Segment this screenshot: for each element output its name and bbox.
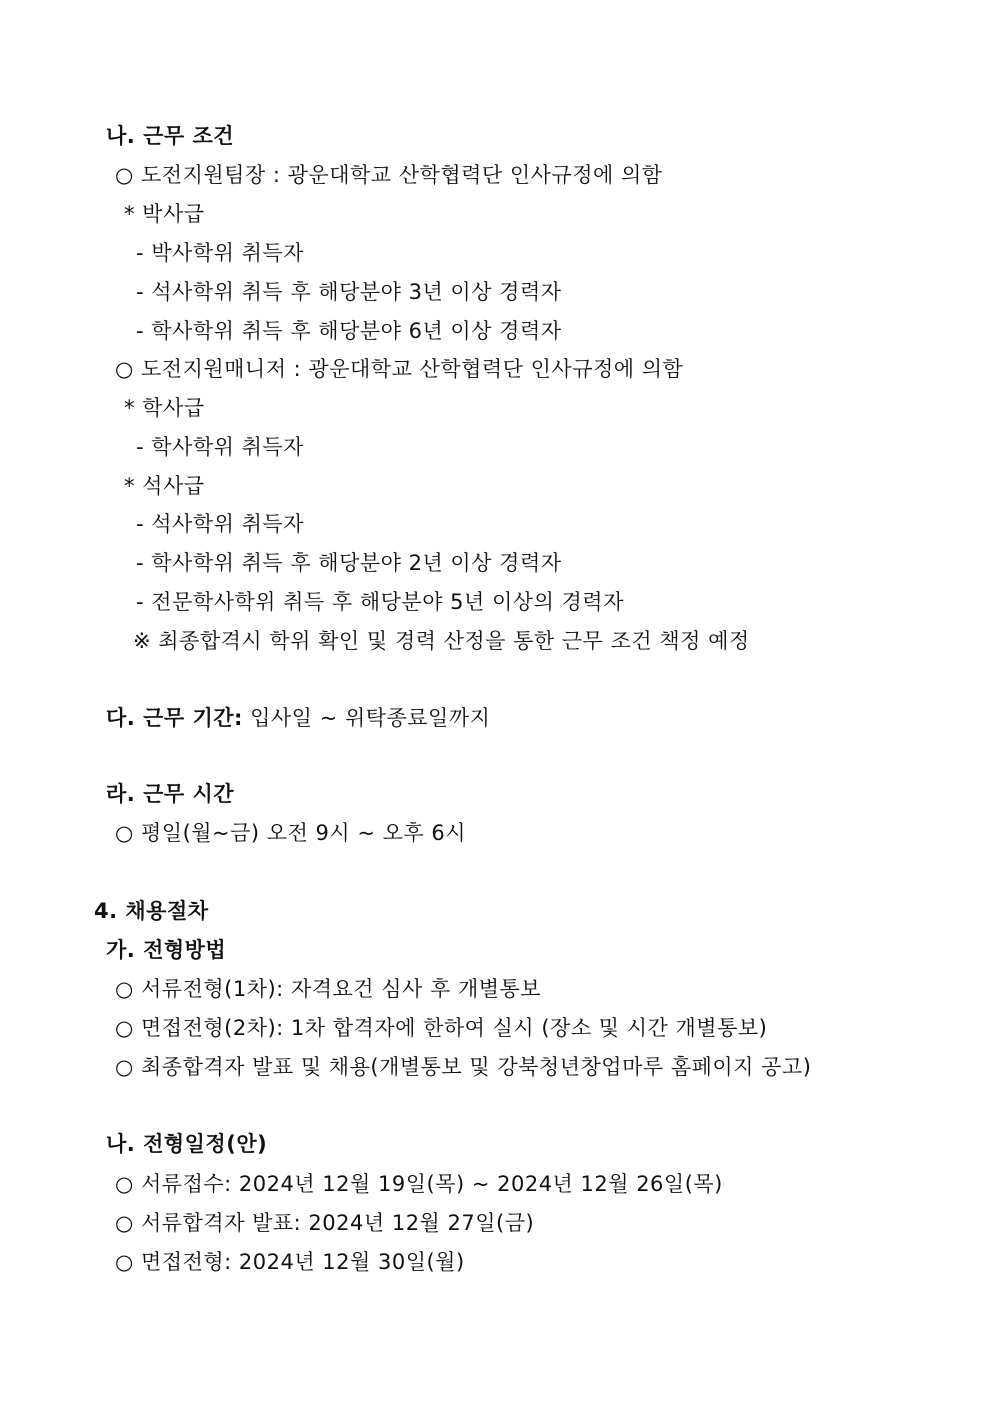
grade-bachelor: * 학사급 [124,396,205,420]
list-item: - 박사학위 취득자 [136,241,304,265]
list-item: - 전문학사학위 취득 후 해당분야 5년 이상의 경력자 [136,590,624,614]
heading-work-conditions: 나. 근무 조건 [106,124,235,148]
grade-master: * 석사급 [124,474,205,498]
list-item: ○ 면접전형: 2024년 12월 30일(월) [115,1250,465,1274]
list-item: - 학사학위 취득자 [136,435,304,459]
list-item: - 학사학위 취득 후 해당분야 2년 이상 경력자 [136,551,562,575]
list-item: - 학사학위 취득 후 해당분야 6년 이상 경력자 [136,319,562,343]
grade-phd: * 박사급 [124,202,205,226]
list-item: ○ 서류합격자 발표: 2024년 12월 27일(금) [115,1211,535,1235]
note-text: ※ 최종합격시 학위 확인 및 경력 산정을 통한 근무 조건 책정 예정 [133,629,750,653]
item-team-lead: ○ 도전지원팀장 : 광운대학교 산학협력단 인사규정에 의함 [115,163,663,187]
list-item: ○ 면접전형(2차): 1차 합격자에 한하여 실시 (장소 및 시간 개별통보) [115,1016,768,1040]
work-period-value: 입사일 ~ 위탁종료일까지 [242,706,491,730]
list-item: ○ 서류전형(1차): 자격요건 심사 후 개별통보 [115,977,542,1001]
list-item: - 석사학위 취득자 [136,512,304,536]
work-period-line [106,704,490,732]
heading-work-hours: 라. 근무 시간 [106,782,235,806]
list-item: - 석사학위 취득 후 해당분야 3년 이상 경력자 [136,280,562,304]
heading-work-period: 다. 근무 기간: [106,706,243,730]
heading-selection-method: 가. 전형방법 [106,938,227,962]
item-manager: ○ 도전지원매니저 : 광운대학교 산학협력단 인사규정에 의함 [115,357,684,381]
item-work-hours: ○ 평일(월~금) 오전 9시 ~ 오후 6시 [115,821,467,845]
heading-hiring-procedure: 4. 채용절차 [94,899,209,923]
list-item: ○ 최종합격자 발표 및 채용(개별통보 및 강북청년창업마루 홈페이지 공고) [115,1055,812,1079]
heading-selection-schedule: 나. 전형일정(안) [106,1132,268,1156]
list-item: ○ 서류접수: 2024년 12월 19일(목) ~ 2024년 12월 26일(목) [115,1172,723,1196]
